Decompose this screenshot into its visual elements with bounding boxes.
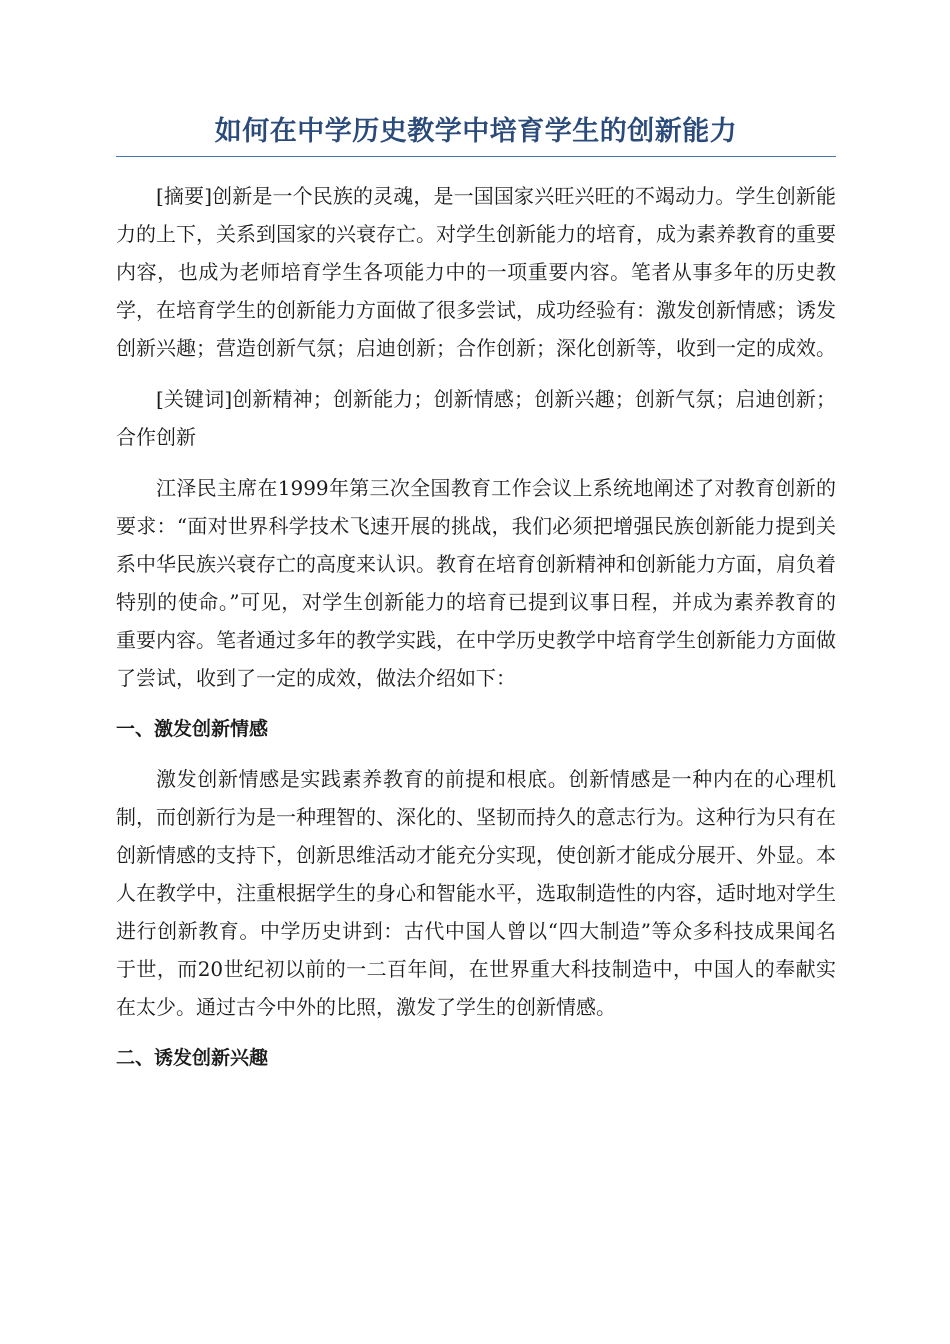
- abstract-paragraph: [摘要]创新是一个民族的灵魂，是一国国家兴旺兴旺的不竭动力。学生创新能力的上下，关系到国家的兴衰存亡。对学生创新能力的培育，成为素养教育的重要内容，也成为老师培育学生各项能力中的一项重要内容。笔者从事多年的历史教学，在培育学生的创新能力方面做了很多尝试，成功经验有：激发创新情感；诱发创新兴趣；营造创新气氛；启迪创新；合作创新；深化创新等，收到一定的成效。: [116, 184, 836, 360]
- document-page: [116, 112, 836, 1089]
- section-heading-2: 二、诱发创新兴趣: [116, 1047, 269, 1069]
- document-title: 如何在中学历史教学中培育学生的创新能力: [214, 116, 738, 147]
- intro-paragraph: 江泽民主席在1999年第三次全国教育工作会议上系统地阐述了对教育创新的要求：“面对世界科学技术飞速开展的挑战，我们必须把增强民族创新能力提到关系中华民族兴衰存亡的高度来认识。教育在培育创新精神和创新能力方面，肩负着特别的使命。”可见，对学生创新能力的培育已提到议事日程，并成为素养教育的重要内容。笔者通过多年的教学实践，在中学历史教学中培育学生创新能力方面做了尝试，收到了一定的成效，做法介绍如下：: [116, 476, 836, 690]
- keywords-paragraph: [关键词]创新精神；创新能力；创新情感；创新兴趣；创新气氛；启迪创新；合作创新: [116, 387, 836, 449]
- section-heading-1: 一、激发创新情感: [116, 718, 269, 740]
- section-1-paragraph: 激发创新情感是实践素养教育的前提和根底。创新情感是一种内在的心理机制，而创新行为是一种理智的、深化的、坚韧而持久的意志行为。这种行为只有在创新情感的支持下，创新思维活动才能充分实现，使创新才能成分展开、外显。本人在教学中，注重根据学生的身心和智能水平，选取制造性的内容，适时地对学生进行创新教育。中学历史讲到：古代中国人曾以“四大制造”等众多科技成果闻名于世，而20世纪初以前的一二百年间，在世界重大科技制造中，中国人的奉献实在太少。通过古今中外的比照，激发了学生的创新情感。: [116, 767, 836, 1019]
- title-underline: [116, 156, 836, 157]
